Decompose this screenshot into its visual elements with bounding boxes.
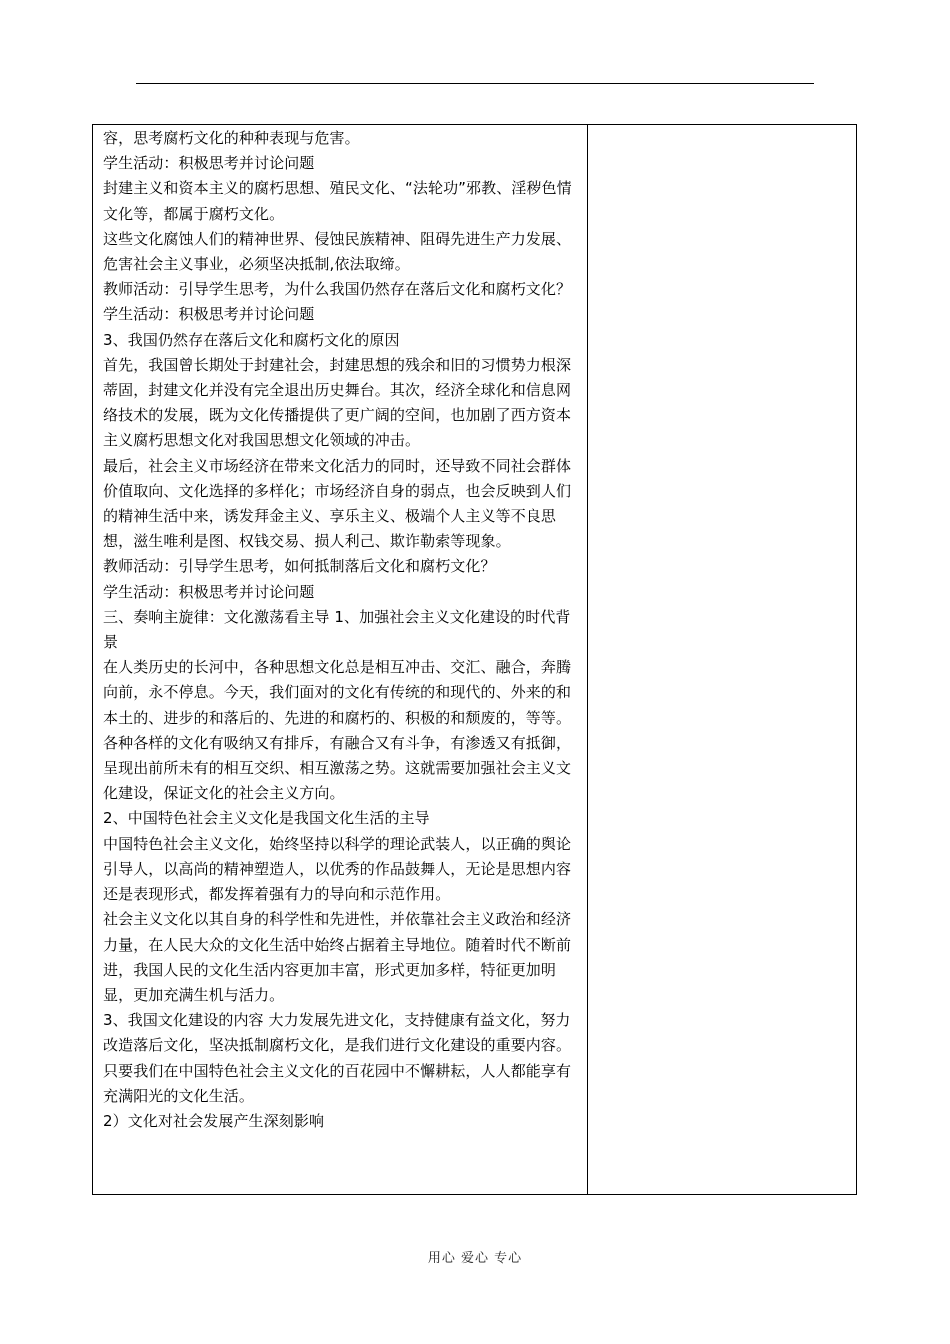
paragraph: 三、奏响主旋律：文化激荡看主导 1、加强社会主义文化建设的时代背景 xyxy=(103,607,571,652)
paragraph: 学生活动：积极思考并讨论问题 xyxy=(103,582,315,601)
paragraph: 社会主义文化以其自身的科学性和先进性，并依靠社会主义政治和经济力量，在人民大众的文化生活中始终占据着主导地位。随着时代不断前进，我国人民的文化生活内容更加丰富，形式更加多样，特征更加明显，更加充满生机与活力。 xyxy=(103,910,572,1004)
paragraph: 容，思考腐朽文化的种种表现与危害。 xyxy=(103,129,360,147)
paragraph: 封建主义和资本主义的腐朽思想、殖民文化、“法轮功”邪教、淫秽色情文化等，都属于腐朽文化。 xyxy=(103,179,572,223)
page-footer: 用心 爱心 专心 xyxy=(427,1251,523,1266)
paragraph: 中国特色社会主义文化，始终坚持以科学的理论武装人，以正确的舆论引导人，以高尚的精神塑造人，以优秀的作品鼓舞人，无论是思想内容还是表现形式，都发挥着强有力的导向和示范作用。 xyxy=(103,834,572,904)
paragraph: 2）文化对社会发展产生深刻影响 xyxy=(103,1111,325,1130)
paragraph: 只要我们在中国特色社会主义文化的百花园中不懈耕耘，人人都能享有充满阳光的文化生活。 xyxy=(103,1061,572,1105)
paragraph: 学生活动：积极思考并讨论问题 xyxy=(103,154,315,173)
content-cell xyxy=(103,126,583,1134)
paragraph: 最后，社会主义市场经济在带来文化活力的同时，还导致不同社会群体价值取向、文化选择的多样化；市场经济自身的弱点，也会反映到人们的精神生活中来，诱发拜金主义、享乐主义、极端个人主义等不良思想，滋生唯利是图、权钱交易、损人利己、欺诈勒索等现象。 xyxy=(103,456,572,551)
header-rule xyxy=(136,83,814,84)
lesson-table xyxy=(92,124,857,1195)
paragraph: 这些文化腐蚀人们的精神世界、侵蚀民族精神、阻碍先进生产力发展、危害社会主义事业，必须坚决抵制,依法取缔。 xyxy=(103,229,572,274)
paragraph: 各种各样的文化有吸纳又有排斥，有融合又有斗争，有渗透又有抵御，呈现出前所未有的相互交织、相互激荡之势。这就需要加强社会主义文化建设，保证文化的社会主义方向。 xyxy=(103,733,572,803)
paragraph: 3、我国文化建设的内容 大力发展先进文化，支持健康有益文化，努力改造落后文化，坚决抵制腐朽文化，是我们进行文化建设的重要内容。 xyxy=(103,1011,572,1055)
paragraph: 3、我国仍然存在落后文化和腐朽文化的原因 xyxy=(103,330,400,349)
paragraph: 在人类历史的长河中，各种思想文化总是相互冲击、交汇、融合，奔腾向前，永不停息。今天，我们面对的文化有传统的和现代的、外来的和本土的、进步的和落后的、先进的和腐朽的、积极的和颓废的，等等。 xyxy=(103,658,572,727)
paragraph: 教师活动：引导学生思考，如何抵制落后文化和腐朽文化？ xyxy=(103,557,496,576)
paragraph: 首先，我国曾长期处于封建社会，封建思想的残余和旧的习惯势力根深蒂固，封建文化并没有完全退出历史舞台。其次，经济全球化和信息网络技术的发展，既为文化传播提供了更广阔的空间，也加剧了西方资本主义腐朽思想文化对我国思想文化领域的冲击。 xyxy=(103,355,572,450)
paragraph: 2、中国特色社会主义文化是我国文化生活的主导 xyxy=(103,809,430,828)
column-divider xyxy=(587,125,588,1194)
paragraph: 教师活动：引导学生思考，为什么我国仍然存在落后文化和腐朽文化？学生活动：积极思考并讨论问题 xyxy=(103,280,572,324)
